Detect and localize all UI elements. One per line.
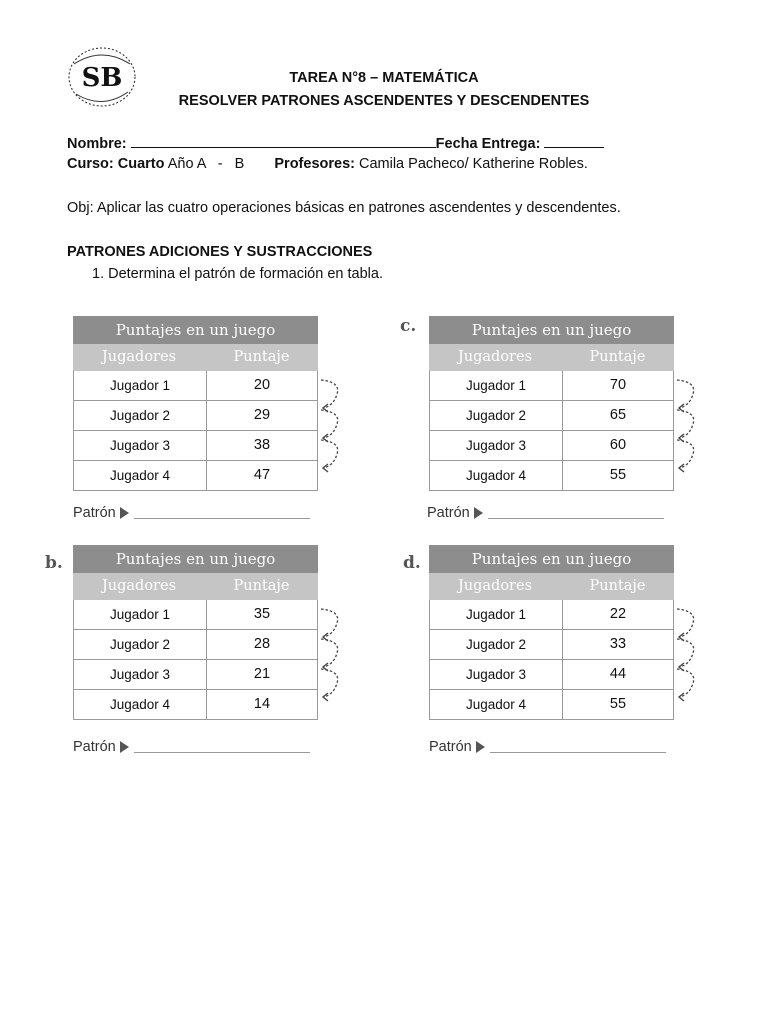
patron-answer (73, 739, 310, 755)
column-header: Jugadores (101, 349, 177, 365)
score-cell: 20 (253, 377, 271, 393)
page-subtitle: RESOLVER PATRONES ASCENDENTES Y DESCENDENTES (178, 93, 590, 109)
patron-label: Patrón (427, 505, 470, 521)
course-line (67, 156, 588, 172)
table-header-row (429, 344, 674, 371)
patron-label: Patrón (429, 739, 472, 755)
score-cell: 60 (609, 437, 627, 453)
player-cell: Jugador 2 (74, 401, 207, 430)
score-table (73, 545, 318, 720)
column-header: Puntaje (233, 578, 290, 594)
score-cell: 33 (609, 636, 627, 652)
score-cell: 47 (253, 467, 271, 483)
score-table (429, 545, 674, 720)
exercise-letter: d. (403, 553, 421, 573)
column-header: Puntaje (589, 578, 646, 594)
column-header: Jugadores (457, 349, 533, 365)
score-cell: 55 (609, 467, 627, 483)
section-heading: PATRONES ADICIONES Y SUSTRACCIONES (67, 244, 373, 260)
fecha-label: Fecha Entrega: (435, 136, 541, 152)
table-title: Puntajes en un juego (73, 316, 318, 344)
player-cell: Jugador 2 (430, 401, 563, 430)
table-row (429, 630, 674, 660)
score-cell: 14 (253, 696, 271, 712)
table-row (429, 690, 674, 720)
player-cell: Jugador 4 (74, 690, 207, 719)
table-row (73, 600, 318, 630)
patron-answer-field[interactable] (490, 742, 666, 753)
score-cell: 65 (609, 407, 627, 423)
score-cell: 70 (609, 377, 627, 393)
player-cell: Jugador 1 (430, 600, 563, 629)
play-arrow-icon (120, 507, 129, 519)
pattern-arrows-icon (319, 601, 345, 719)
patron-answer (73, 505, 310, 521)
patron-answer-field[interactable] (134, 508, 310, 519)
table-row (73, 660, 318, 690)
pattern-arrows-icon (319, 372, 345, 490)
score-cell: 21 (253, 666, 271, 682)
objective (67, 200, 621, 216)
exercise-letter: b. (45, 553, 63, 573)
patron-answer (429, 739, 666, 755)
score-cell: 38 (253, 437, 271, 453)
table-title: Puntajes en un juego (429, 545, 674, 573)
player-cell: Jugador 1 (74, 600, 207, 629)
fecha-field[interactable] (544, 133, 604, 148)
curso-value: Cuarto (117, 156, 165, 172)
player-cell: Jugador 3 (430, 660, 563, 689)
score-table (429, 316, 674, 491)
table-header-row (73, 344, 318, 371)
nombre-field[interactable] (131, 133, 436, 148)
column-header: Jugadores (101, 578, 177, 594)
pattern-arrows-icon (675, 372, 701, 490)
table-row (73, 630, 318, 660)
nombre-label: Nombre: (67, 136, 127, 152)
player-cell: Jugador 1 (430, 371, 563, 400)
logo-initials: SB (81, 63, 123, 93)
instruction: 1. Determina el patrón de formación en tabla. (92, 266, 383, 282)
table-row (73, 431, 318, 461)
name-line (67, 133, 604, 152)
table-row (429, 461, 674, 491)
patron-answer-field[interactable] (488, 508, 664, 519)
table-title: Puntajes en un juego (429, 316, 674, 344)
player-cell: Jugador 4 (430, 690, 563, 719)
player-cell: Jugador 4 (430, 461, 563, 490)
exercise-letter: c. (400, 316, 417, 336)
score-table (73, 316, 318, 491)
score-cell: 44 (609, 666, 627, 682)
patron-label: Patrón (73, 505, 116, 521)
table-header-row (429, 573, 674, 600)
column-header: Puntaje (233, 349, 290, 365)
player-cell: Jugador 3 (430, 431, 563, 460)
objective-text: Aplicar las cuatro operaciones básicas en patrones ascendentes y descendentes. (93, 200, 621, 216)
table-row (73, 690, 318, 720)
pattern-arrows-icon (675, 601, 701, 719)
column-header: Jugadores (457, 578, 533, 594)
objective-label: Obj: (67, 200, 94, 216)
score-cell: 22 (609, 606, 627, 622)
player-cell: Jugador 2 (74, 630, 207, 659)
score-cell: 28 (253, 636, 271, 652)
player-cell: Jugador 3 (74, 660, 207, 689)
player-cell: Jugador 3 (74, 431, 207, 460)
player-cell: Jugador 4 (74, 461, 207, 490)
player-cell: Jugador 2 (430, 630, 563, 659)
table-row (73, 371, 318, 401)
play-arrow-icon (474, 507, 483, 519)
patron-answer (427, 505, 664, 521)
table-header-row (73, 573, 318, 600)
profesores-value: Camila Pacheco/ Katherine Robles. (354, 156, 588, 172)
table-row (73, 401, 318, 431)
play-arrow-icon (120, 741, 129, 753)
play-arrow-icon (476, 741, 485, 753)
score-cell: 55 (609, 696, 627, 712)
profesores-label: Profesores: (274, 156, 355, 172)
table-row (429, 371, 674, 401)
patron-answer-field[interactable] (134, 742, 310, 753)
table-row (429, 431, 674, 461)
curso-label: Curso: (67, 156, 114, 172)
curso-rest: Año A - B (164, 156, 245, 172)
table-row (429, 401, 674, 431)
patron-label: Patrón (73, 739, 116, 755)
score-cell: 35 (253, 606, 271, 622)
table-row (429, 600, 674, 630)
page-title: TAREA N°8 – MATEMÁTICA (289, 70, 479, 86)
player-cell: Jugador 1 (74, 371, 207, 400)
column-header: Puntaje (589, 349, 646, 365)
score-cell: 29 (253, 407, 271, 423)
table-row (429, 660, 674, 690)
table-title: Puntajes en un juego (73, 545, 318, 573)
table-row (73, 461, 318, 491)
